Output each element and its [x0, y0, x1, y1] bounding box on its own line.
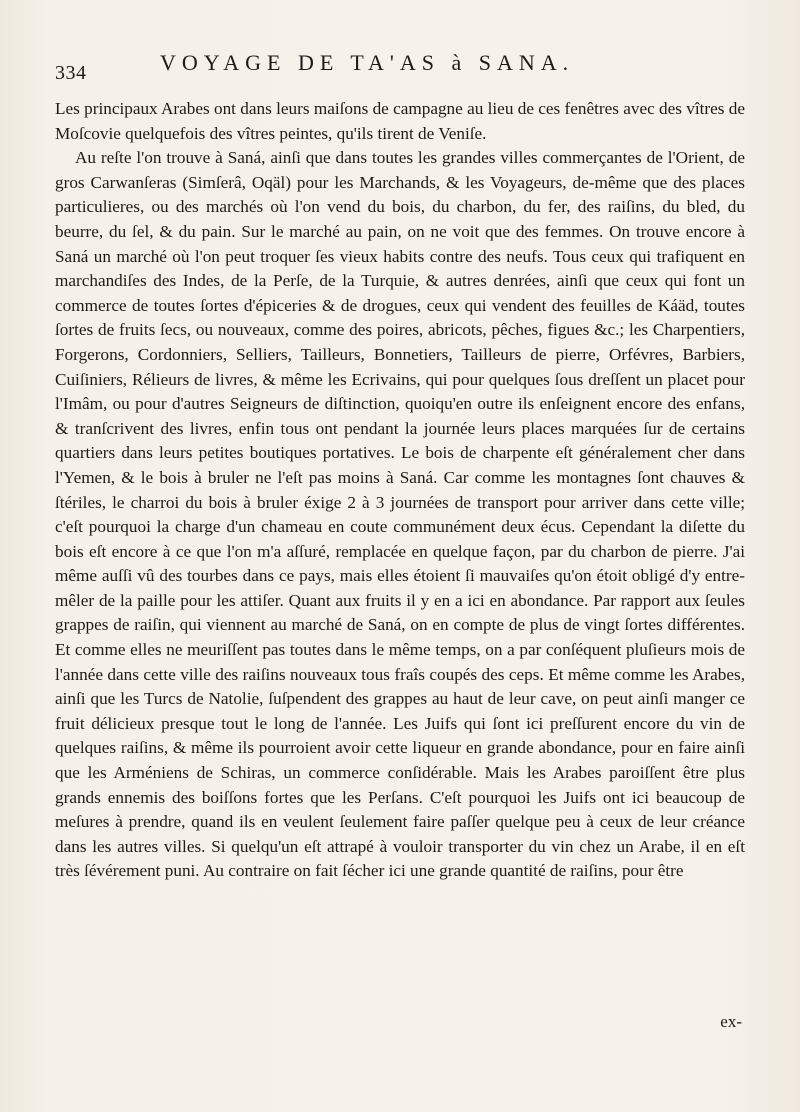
catchword: ex- [720, 1012, 742, 1031]
paragraph: Les principaux Arabes ont dans leurs maiſons de campagne au lieu de ces fenêtres avec des vîtres de Moſcovie quelquefois des vîtres peintes, qu'ils tirent de Veniſe. [55, 99, 745, 143]
running-title: VOYAGE DE TA'AS à SANA. [160, 50, 575, 75]
page-number: 334 [55, 62, 87, 84]
paragraph: Au reſte l'on trouve à Saná, ainſi que dans toutes les grandes villes commerçantes de l'Orient, de gros Carwanſeras (Simſerâ, Oqäl) pour les Marchands, & les Voyageurs, de-même que des places particulieres, ou des marchés où l'on vend du bois, du charbon, du fer, des raiſins, du bled, du beurre, du ſel, & du pain. Sur le marché au pain, on ne voit que des femmes. On trouve encore à Saná un marché où l'on peut troquer ſes vieux habits contre des neufs. Tous ceux qui trafiquent en marchandiſes des Indes, de la Perſe, de la Turquie, & autres denrées, ainſi que ceux qui font un commerce de toutes ſortes d'épiceries & de drogues, ceux qui vendent des feuilles de Káäd, toutes ſortes de fruits ſecs, ou nouveaux, comme des poires, abricots, pêches, figues &c.; les Charpentiers, Forgerons, Cordonniers, Selliers, Tailleurs, Bonnetiers, Tailleurs de pierre, Orfévres, Barbiers, Cuiſiniers, Rélieurs de livres, & même les Ecrivains, qui pour quelques ſous dreſſent un placet pour l'Imâm, ou pour d'autres Seigneurs de diſtinction, quoiqu'en outre ils enſeignent encore des enfans, & tranſcrivent des livres, enfin tous ont pendant la journée leurs places marquées ſur de certains quartiers dans leurs petites boutiques portatives. Le bois de charpente eſt généralement cher dans l'Yemen, & le bois à bruler ne l'eſt pas moins à Saná. Car comme les montagnes ſont chauves & ſtériles, le charroi du bois à bruler éxige 2 à 3 journées de transport pour arriver dans cette ville; c'eſt pourquoi la charge d'un chameau en coute communément deux écus. Cependant la diſette du bois eſt encore à ce que l'on m'a aſſuré, remplacée en quelque façon, par du charbon de pierre. J'ai même auſſi vû des tourbes dans ce pays, mais elles étoient ſi mauvaiſes qu'on étoit obligé d'y entre-mêler de la paille pour les attiſer. Quant aux fruits il y en a ici en abondance. Par rapport aux ſeules grappes de raiſin, qui viennent au marché de Saná, on en compte de plus de vingt ſortes différentes. Et comme elles ne meuriſſent pas toutes dans le même temps, on a par conſéquent pluſieurs mois de l'année dans cette ville des raiſins nouveaux tous fraîs coupés des ceps. Et même comme les Arabes, ainſi que les Turcs de Natolie, ſuſpendent des grappes au haut de leur cave, on peut ainſi manger ce fruit délicieux presque tout le long de l'année. Les Juifs qui ſont ici preſſurent encore du vin de quelques raiſins, & même ils pourroient avoir cette liqueur en grande abondance, pour en faire ainſi que les Arméniens de Schiras, un commerce conſidérable. Mais les Arabes paroiſſent être plus grands ennemis des boiſſons fortes que les Perſans. C'eſt pourquoi les Juifs ont ici beaucoup de meſures à prendre, quand ils en veulent ſeulement faire paſſer quelque peu à ceux de leur créance dans les autres villes. Si quelqu'un eſt attrapé à vouloir transporter du vin chez un Arabe, il en eſt très ſévérement puni. Au contraire on fait ſécher ici une grande quantité de raiſins, pour être [55, 148, 745, 881]
page-header [55, 50, 745, 84]
body-text [55, 97, 745, 884]
